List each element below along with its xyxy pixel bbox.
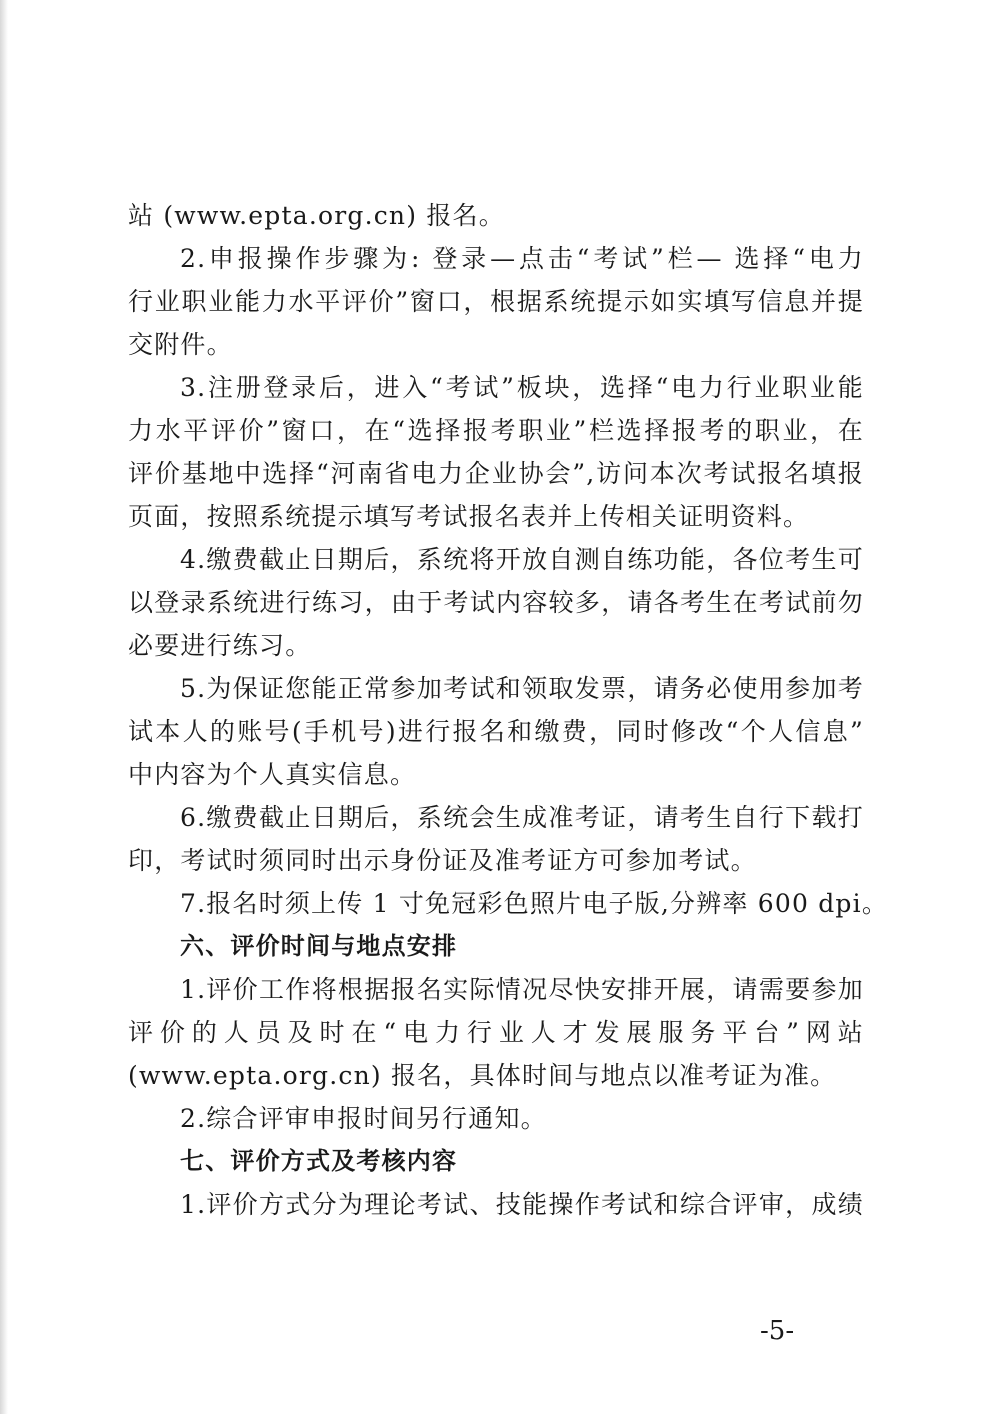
text-line: 1.评价工作将根据报名实际情况尽快安排开展，请需要参加 bbox=[180, 975, 864, 1004]
text-line: 以登录系统进行练习，由于考试内容较多，请各考生在考试前勿 bbox=[128, 588, 864, 617]
text-line: 行业职业能力水平评价”窗口，根据系统提示如实填写信息并提 bbox=[128, 287, 864, 316]
text-line: 必要进行练习。 bbox=[128, 631, 312, 660]
text-line: 力水平评价”窗口，在“选择报考职业”栏选择报考的职业，在 bbox=[128, 416, 864, 445]
section-heading: 六、评价时间与地点安排 bbox=[180, 932, 458, 960]
text-line: 4.缴费截止日期后，系统将开放自测自练功能，各位考生可 bbox=[180, 545, 864, 574]
text-line: 1.评价方式分为理论考试、技能操作考试和综合评审，成绩 bbox=[180, 1190, 864, 1219]
document-body bbox=[128, 194, 889, 1226]
text-line: 页面，按照系统提示填写考试报名表并上传相关证明资料。 bbox=[128, 502, 810, 531]
page-number: -5- bbox=[760, 1316, 795, 1346]
text-line: 2.综合评审申报时间另行通知。 bbox=[180, 1104, 547, 1133]
text-line: 中内容为个人真实信息。 bbox=[128, 760, 417, 789]
scan-edge-shadow bbox=[0, 0, 8, 1414]
section-heading: 七、评价方式及考核内容 bbox=[180, 1147, 458, 1175]
text-line: 评价基地中选择“河南省电力企业协会”,访问本次考试报名填报 bbox=[128, 459, 864, 488]
text-line: 7.报名时须上传 1 寸免冠彩色照片电子版,分辨率 600 dpi。 bbox=[180, 889, 889, 918]
text-line: (www.epta.org.cn) 报名，具体时间与地点以准考证为准。 bbox=[128, 1061, 837, 1090]
text-line: 2.申报操作步骤为: 登录—点击“考试”栏— 选择“电力 bbox=[180, 244, 864, 273]
text-line: 试本人的账号(手机号)进行报名和缴费，同时修改“个人信息” bbox=[128, 717, 864, 746]
text-line: 评价的人员及时在“电力行业人才发展服务平台”网站 bbox=[128, 1018, 864, 1047]
text-line: 印，考试时须同时出示身份证及准考证方可参加考试。 bbox=[128, 846, 757, 875]
text-line: 交附件。 bbox=[128, 330, 233, 359]
text-line: 5.为保证您能正常参加考试和领取发票，请务必使用参加考 bbox=[180, 674, 864, 703]
text-line: 3.注册登录后，进入“考试”板块，选择“电力行业职业能 bbox=[180, 373, 864, 402]
text-line: 6.缴费截止日期后，系统会生成准考证，请考生自行下载打 bbox=[180, 803, 864, 832]
text-line: 站 (www.epta.org.cn) 报名。 bbox=[128, 201, 505, 230]
